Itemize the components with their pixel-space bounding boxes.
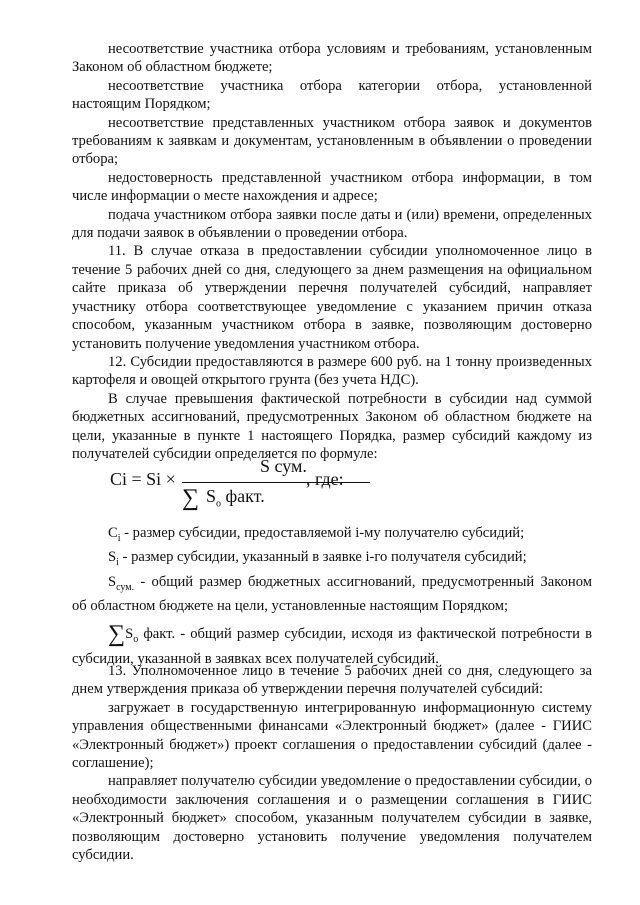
subsidy-formula [110,456,410,510]
paragraph: загружает в государственную интегрированную информационную систему управления общественными финансами «Электронный бюджет» (далее - ГИИС «Электронный бюджет») проект соглашения о предоставлении субсидий (далее - соглашение); [72,699,592,772]
paragraph: направляет получателю субсидии уведомление о предоставлении субсидии, о необходимости заключения соглашения и о размещении соглашения в ГИИС «Электронный бюджет» способом, указанным получателем субсидии в заявке, позволяющим достоверно установить получение уведомления получателем субсидии. [72,773,592,864]
paragraph: подача участником отбора заявки после даты и (или) времени, определенных для подачи заявок в объявлении о проведении отбора. [72,206,592,242]
text-block-top [72,40,592,463]
formula-where: , где: [306,469,344,489]
sum-symbol: ∑ [182,485,200,511]
paragraph: 12. Субсидии предоставляются в размере 600 руб. на 1 тонну произведенных картофеля и овощей открытого грунта (без учета НДС). [72,353,592,389]
definition-ci: $C_i$ - размер субсидии, предоставляемой i-му получателю субсидий; [108,525,525,544]
definition-sfact: $\sum S_о$ факт. - общий размер субсидии, исходя из фактической потребности в субсидии, указанной в заявках всех получателей субсидий. [72,621,592,667]
paragraph: недостоверность представленной участником отбора информации, в том числе информации о месте нахождения и адресе; [72,169,592,205]
definition-ssum: $S_{сум.}$ - общий размер бюджетных ассигнований, предусмотренный Законом об областном бюджете на цели, установленные настоящим Порядком; [72,573,592,614]
formula-denominator: $S_о$ факт. [206,486,265,510]
formula-lhs: Ci = Si × [110,469,176,489]
formula-numerator: S сум. [260,456,307,476]
paragraph: 11. В случае отказа в предоставлении субсидии уполномоченное лицо в течение 5 рабочих дней со дня, следующего за днем размещения на официальном сайте приказа об утверждении перечня получателей субсидий, направляет участнику отбора соответствующее уведомление с указанием причин отказа способом, указанным участником отбора в заявке, позволяющим достоверно установить получение уведомления участником отбора. [72,243,592,352]
text-block-bottom [72,662,592,864]
paragraph: В случае превышения фактической потребности в субсидии над суммой бюджетных ассигнований, предусмотренных Законом об областном бюджете на цели, указанные в пункте 1 настоящего Порядка, размер субсидий каждому из получателей субсидии определяется по формуле: [72,390,592,462]
paragraph: несоответствие участника отбора категории отбора, установленной настоящим Порядком; [72,77,592,113]
paragraph: несоответствие представленных участником отбора заявок и документов требованиям к заявкам и документам, установленным в объявлении о проведении отбора; [72,114,592,168]
paragraph: несоответствие участника отбора условиям и требованиям, установленным Законом об областном бюджете; [72,41,592,76]
definitions-block [72,524,592,668]
definition-si: $S_i$ - размер субсидии, указанный в заявке i-го получателя субсидий; [108,549,527,569]
paragraph: 13. Уполномоченное лицо в течение 5 рабочих дней со дня, следующего за днем утверждения приказа об утверждении перечня получателей субсидий: [72,663,592,698]
